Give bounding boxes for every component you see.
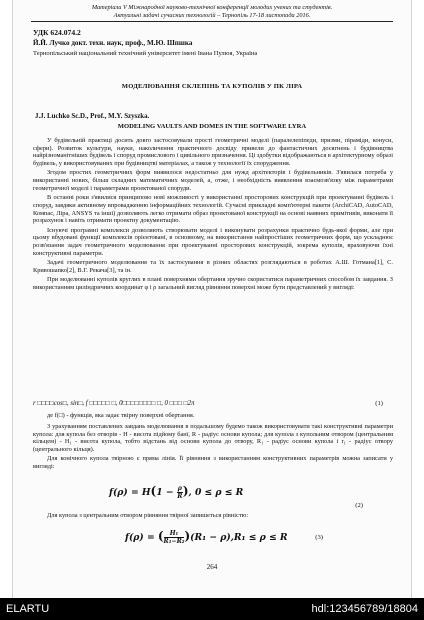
equation-3: f(ρ) = ( $\frac{\text{H₁}}{\text{R₁−R₂}}$ )(R₁ − ρ),R₁ ≤ ρ ≤ R	[125, 529, 288, 545]
body-text-3	[33, 512, 393, 521]
paragraph: Для конічного купола твірною є пряма лінія. Її рівняння з використанням конструктивних параметрів можна записати у вигляді:	[33, 455, 393, 471]
equation-2-lhs: f(ρ) = H	[109, 487, 151, 498]
equation-1	[33, 400, 393, 407]
paragraph: При моделюванні куполів круглих в плані поверхнями обертання зручно скористатися параметричних способом їх завдання. З використанням циліндричних координат φ і ρ загальний вигляд рівняння поверхні може бути представлений у вигляді:	[33, 275, 393, 291]
running-header-line-1: Матеріали V Міжнародної науково-технічної конференції молодих учених та студентів.	[91, 4, 333, 11]
equation-2-rhs: , 0 ≤ ρ ≤ R	[188, 487, 244, 498]
equation-3-number: (3)	[315, 534, 323, 541]
equation-2-number: (2)	[355, 502, 363, 509]
paragraph: Існуючі програмні комплекси дозволяють створювати моделі і виконувати розрахунки практично будь-якої форми, але при цьому вбудовані функції комплексів орієнтовані, в основному, на використання найпростіших геометричних форм, що ускладнює розв'язання задач геометричного моделювання при проектуванні просторових конструкцій, зокрема куполів, враховуючи їхні конструктивні параметри.	[33, 226, 393, 257]
handle-id: hdl:123456789/18804	[311, 603, 418, 615]
equation-1-text: r □□□□cos□, sin□, f □□□□□ □, 0□□□□□□□□ □, 0 □□□ □2π	[33, 400, 195, 407]
equation-2-inner: 1 −	[156, 487, 177, 498]
page-number: 264	[206, 563, 218, 571]
equation-1-note: де f(□) - функція, яка задає твірну поверхні обертання.	[47, 412, 195, 419]
equation-1-note-block	[33, 412, 393, 421]
viewer-status-bar	[0, 598, 424, 620]
paragraph: Задачі геометричного моделювання та їх застосування в різних областях розглядаються в роботах А.Ш. Готмана[1], С. Кривошапко[2], В.Г. Рекача[3], та ін.	[33, 258, 393, 274]
equation-3-rhs: (R₁ − ρ),R₁ ≤ ρ ≤ R	[190, 532, 288, 543]
body-text	[33, 137, 393, 293]
paragraph: Для купола з центральним отвором рівняння твірної запишеться рівністю:	[47, 512, 249, 519]
repository-name: ELARTU	[6, 603, 50, 615]
title-english: MODELING VAULTS AND DOMES IN THE SOFTWARE LYRA	[117, 123, 307, 130]
running-header-line-2: Актуальні задачі сучасних технологій – Тернопіль 17-18 листопада 2016.	[113, 12, 311, 19]
authors-english: J.J. Luchko Sc.D., Prof., M.Y. Szyszka.	[35, 113, 150, 120]
udk-code: УДК 624.074.2	[33, 28, 81, 37]
header-divider	[31, 21, 393, 22]
equation-3-fraction: $\frac{\text{H₁}}{\text{R₁−R₂}}$	[163, 530, 185, 545]
equation-2-fraction: $\frac{\rho}{R}$	[177, 485, 183, 500]
affiliation: Тернопільський національний технічний університет імені Івана Пулюя, Україна	[33, 50, 258, 57]
title-ukrainian: МОДЕЛЮВАННЯ СКЛЕПІНЬ ТА КУПОЛІВ У ПК ЛІРА	[121, 83, 303, 90]
authors-ukrainian: Й.Й. Лучко докт. техн. наук, проф., М.Ю. Шпшка	[33, 39, 193, 47]
paragraph: З урахуванням поставлених завдань моделювання в подальшому будемо також використовувати такі конструктивні параметри купола: для купола без отворів - H - висота підйому банї, R - радіус основи купола; для купола з купольним отвором (центральним кільцем) - H₁ - висота купола, тобто відстань від основи купола до отвору, R₁ - радіус основи купола і r₁ - радіус отвору (центрального кільця).	[33, 423, 393, 454]
body-text-2	[33, 423, 393, 472]
equation-1-number: (1)	[375, 400, 383, 407]
paragraph: Згодом простих геометричних форм виявилося недостатньо для нужд архітекторів і будівельників. З'явилася потреба у використанні нових, більш складних математичних моделей, а, отже, і необхідність виявлення взаємозв'язку між параметрами геометричної моделі і параметрами проектованої споруди.	[33, 169, 393, 192]
equation-2: f(ρ) = H(1 − $\frac{\rho}{R}$ ), 0 ≤ ρ ≤ R	[109, 484, 244, 500]
paragraph: В останні роки з'явилися принципово нові можливості у використанні просторових конструкцій при проектуванні будівель і споруд, завдяки активному впровадженню інформаційних технологій. Сучасні прикладні комп'ютерні пакети (ArchiCAD, AutoCAD, Компас, Ліра, ANSYS та інші) дозволяють легко отримати образ проектованої конструкції на основі наявних примітивів, виконати її розрахунок і навіть отримати проектну документацію.	[33, 194, 393, 225]
paragraph: У будівельній практиці досить довго застосовували прості геометричні моделі (паралелепіпеди, призми, піраміди, конуси, сфери). Розвиток культури, науки, наколичення практичного досвіду привели до фантастичних досягнень і будівництва найрізноманітніших будівель і споруд промислового і цивільного призначення. Ці здобутки відображаються в архітектурному образі будівель, у використовуваних при будівництві матеріалах, а також у технології їх спорудження.	[33, 137, 393, 168]
document-page	[12, 0, 412, 598]
equation-3-lhs: f(ρ) =	[125, 532, 158, 543]
